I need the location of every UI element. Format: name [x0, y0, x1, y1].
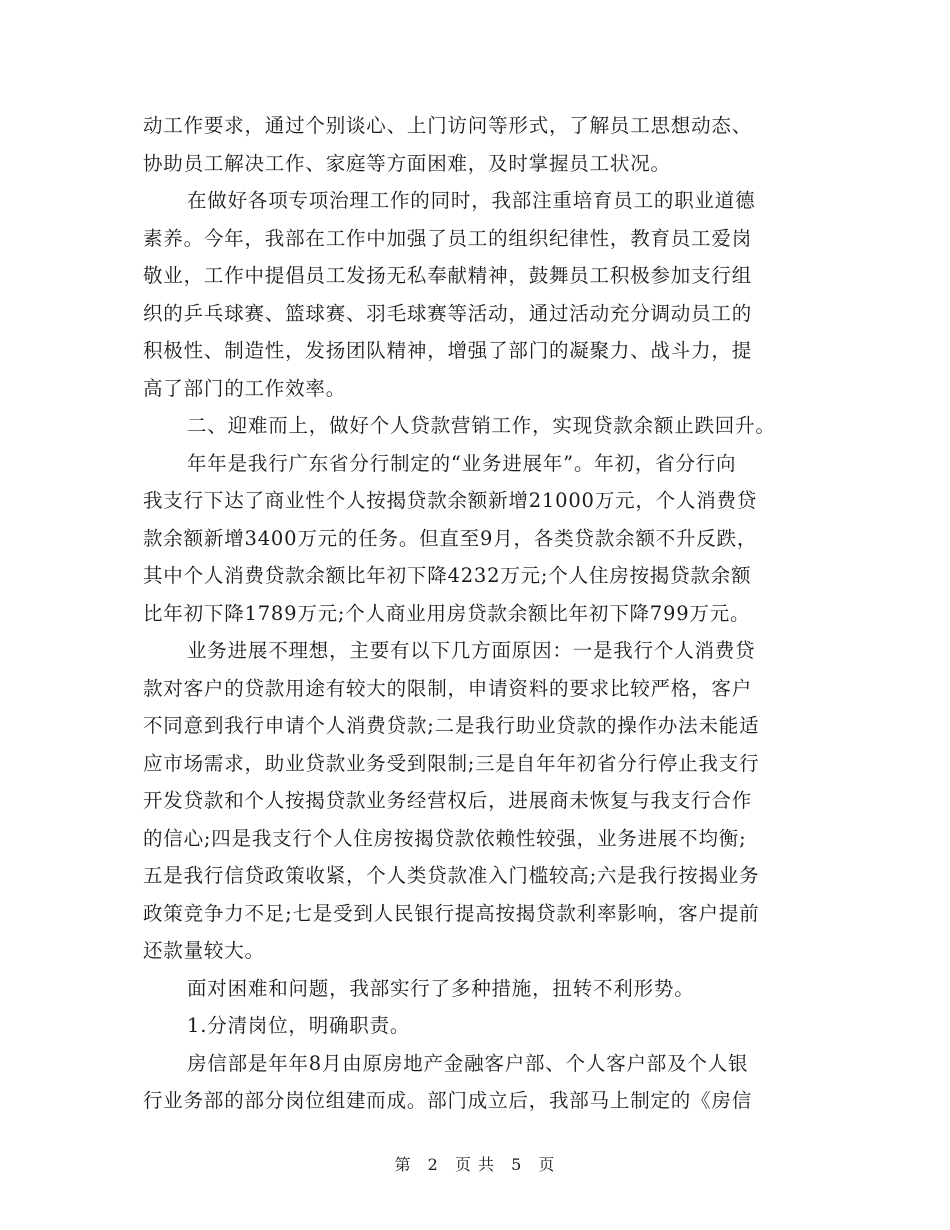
text-line: 五是我行信贷政策收紧，个人类贷款准入门槛较高;六是我行按揭业务 [143, 864, 760, 887]
text-line: 素养。今年，我部在工作中加强了员工的组织纪律性，教育员工爱岗 [143, 226, 753, 250]
paragraph-start-line: 面对困难和问题，我部实行了多种措施，扭转不利形势。 [187, 976, 695, 1000]
text-line: 比年初下降1789万元;个人商业用房贷款余额比年初下降799万元。 [143, 601, 751, 625]
text-line: 还款量较大。 [143, 939, 265, 962]
page-label-mid: 页 共 [454, 1155, 496, 1174]
text-line: 协助员工解决工作、家庭等方面困难，及时掌握员工状况。 [143, 151, 671, 175]
text-line: 其中个人消费贷款余额比年初下降4232万元;个人住房按揭贷款余额 [143, 564, 752, 587]
text-line: 开发贷款和个人按揭贷款业务经营权后，进展商未恢复与我支行合作 [143, 789, 753, 812]
text-line: 政策竞争力不足;七是受到人民银行提高按揭贷款利率影响，客户提前 [143, 901, 760, 925]
paragraph-start-line: 房信部是年年8月由原房地产金融客户部、个人客户部及个人银 [187, 1051, 749, 1075]
paragraph-start-line: 业务进展不理想，主要有以下几方面原因：一是我行个人消费贷 [187, 639, 756, 662]
text-line: 款余额新增3400万元的任务。但直至9月，各类贷款余额不升反跌， [143, 526, 758, 550]
text-line: 积极性、制造性，发扬团队精神，增强了部门的凝聚力、战斗力，提 [143, 339, 753, 362]
page-label-suffix: 页 [538, 1155, 556, 1174]
text-line: 不同意到我行申请个人消费贷款;二是我行助业贷款的操作办法未能适 [143, 714, 760, 737]
total-pages: 5 [511, 1155, 523, 1174]
page-label-prefix: 第 [394, 1155, 412, 1174]
text-line: 我支行下达了商业性个人按揭贷款余额新增21000万元，个人消费贷 [143, 489, 758, 512]
subsection-heading: 1.分清岗位，明确职责。 [187, 1014, 411, 1037]
text-line: 高了部门的工作效率。 [143, 376, 347, 400]
paragraph-start-line: 在做好各项专项治理工作的同时，我部注重培育员工的职业道德 [187, 189, 756, 212]
document-body [143, 107, 808, 1120]
paragraph-start-line: 年年是我行广东省分行制定的“业务进展年”。年初，省分行向 [187, 451, 737, 475]
text-line: 的信心;四是我支行个人住房按揭贷款依赖性较强，业务进展不均衡; [143, 826, 747, 850]
text-line: 织的乒乓球赛、篮球赛、羽毛球赛等活动，通过活动充分调动员工的 [143, 301, 753, 325]
page-footer [0, 1152, 950, 1175]
text-line: 动工作要求，通过个别谈心、上门访问等形式，了解员工思想动态、 [143, 114, 753, 137]
text-line: 款对客户的贷款用途有较大的限制，申请资料的要求比较严格，客户 [143, 676, 753, 700]
page-number: 2 [427, 1155, 439, 1174]
text-line: 行业务部的部分岗位组建而成。部门成立后，我部马上制定的《房信 [143, 1089, 753, 1112]
text-line: 敬业，工作中提倡员工发扬无私奉献精神，鼓舞员工积极参加支行组 [143, 264, 753, 287]
section-heading: 二、迎难而上，做好个人贷款营销工作，实现贷款余额止跌回升。 [187, 414, 776, 437]
text-line: 应市场需求，助业贷款业务受到限制;三是自年年初省分行停止我支行 [143, 751, 760, 775]
